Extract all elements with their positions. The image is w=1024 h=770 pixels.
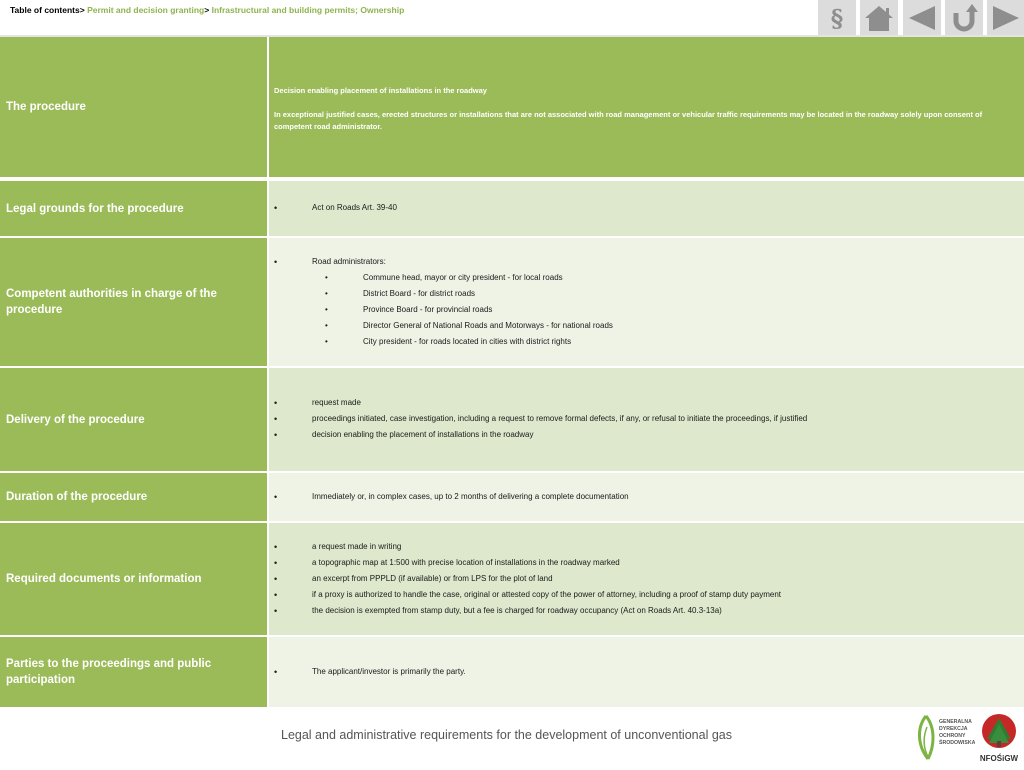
- documents-content-cell: [269, 523, 1024, 635]
- svg-text:DYREKCJA: DYREKCJA: [939, 726, 968, 732]
- delivery-row: [0, 368, 1024, 471]
- delivery-list: [269, 395, 1024, 443]
- list-item: • request made: [269, 395, 1024, 411]
- list-item: • decision enabling the placement of installations in the roadway: [269, 427, 1024, 443]
- procedure-content-cell: [269, 37, 1024, 177]
- duration-label: Duration of the procedure: [6, 491, 148, 503]
- documents-label: Required documents or information: [6, 573, 202, 585]
- footer-text: Legal and administrative requirements for the development of unconventional gas: [281, 728, 732, 742]
- list-item: • Act on Roads Art. 39-40: [269, 200, 1024, 216]
- delivery-label: Delivery of the procedure: [6, 413, 145, 426]
- return-icon: [949, 3, 979, 33]
- breadcrumb-root-link[interactable]: Table of contents: [10, 5, 80, 15]
- legal-row: [0, 181, 1024, 236]
- legal-content-cell: [269, 181, 1024, 236]
- procedure-title: Decision enabling placement of installations in the roadway: [274, 86, 487, 95]
- procedure-label: The procedure: [6, 101, 86, 113]
- gdos-logo: [917, 713, 975, 766]
- list-subitem: • Commune head, mayor or city president - for local roads: [312, 270, 1024, 286]
- legal-label-cell: [0, 181, 267, 236]
- svg-text:ŚRODOWISKA: ŚRODOWISKA: [939, 740, 975, 746]
- competent-row: [0, 238, 1024, 366]
- breadcrumb-separator: >: [79, 5, 85, 15]
- competent-sublist: [312, 270, 1024, 350]
- list-item: • the decision is exempted from stamp duty, but a fee is charged for roadway occupancy (Act on Roads Art. 40.3-13a): [269, 603, 1024, 619]
- duration-label-cell: [0, 473, 267, 521]
- legal-list: [269, 200, 1024, 216]
- parties-label-cell: [0, 637, 267, 707]
- parties-label: Parties to the proceedings and public participation: [6, 658, 212, 686]
- procedure-label-cell: [0, 37, 267, 177]
- home-icon: [864, 4, 894, 32]
- back-button[interactable]: [903, 0, 941, 36]
- parties-content-cell: [269, 637, 1024, 707]
- row-divider: [0, 177, 1024, 179]
- road-administrators-label: Road administrators:: [312, 257, 386, 266]
- legal-label: Legal grounds for the procedure: [6, 202, 184, 215]
- documents-row: [0, 523, 1024, 635]
- breadcrumb-current[interactable]: Infrastructural and building permits; Ownership: [211, 5, 405, 15]
- svg-text:OCHRONY: OCHRONY: [939, 733, 966, 739]
- svg-text:GENERALNA: GENERALNA: [939, 719, 972, 725]
- duration-list: [269, 489, 1024, 505]
- list-item: • a topographic map at 1:500 with precise location of installations in the roadway marked: [269, 555, 1024, 571]
- list-item: [269, 254, 1024, 350]
- list-subitem: • District Board - for district roads: [312, 286, 1024, 302]
- list-subitem: • Province Board - for provincial roads: [312, 302, 1024, 318]
- list-item: • proceedings initiated, case investigation, including a request to remove formal defects, if any, or refusal to initiate the proceedings, if justified: [269, 411, 1024, 427]
- documents-label-cell: [0, 523, 267, 635]
- competent-label: Competent authorities in charge of the procedure: [6, 288, 217, 316]
- list-item: • Immediately or, in complex cases, up to 2 months of delivering a complete documentation: [269, 489, 1024, 505]
- forward-button[interactable]: [987, 0, 1024, 36]
- breadcrumb-permit-link[interactable]: Permit and decision granting: [87, 5, 205, 15]
- duration-row: [0, 473, 1024, 521]
- list-item: • an excerpt from PPPLD (if available) or from LPS for the plot of land: [269, 571, 1024, 587]
- competent-list: [269, 254, 1024, 350]
- paragraph-button[interactable]: [818, 0, 856, 36]
- forward-arrow-icon: [991, 4, 1021, 32]
- list-item: • a request made in writing: [269, 539, 1024, 555]
- svg-text:NFOŚiGW: NFOŚiGW: [979, 754, 1019, 763]
- duration-content-cell: [269, 473, 1024, 521]
- delivery-content-cell: [269, 368, 1024, 471]
- documents-list: [269, 539, 1024, 619]
- parties-list: [269, 664, 1024, 680]
- list-item: • if a proxy is authorized to handle the case, original or attested copy of the power of attorney, including a proof of stamp duty payment: [269, 587, 1024, 603]
- paragraph-icon: §: [830, 3, 844, 33]
- competent-label-cell: [0, 238, 267, 366]
- list-item: • The applicant/investor is primarily the party.: [269, 664, 1024, 680]
- breadcrumb-separator: >: [204, 5, 210, 15]
- nfosigw-logo: [979, 713, 1019, 770]
- delivery-label-cell: [0, 368, 267, 471]
- procedure-row: [0, 37, 1024, 177]
- parties-row: [0, 637, 1024, 707]
- list-subitem: • City president - for roads located in cities with district rights: [312, 334, 1024, 350]
- list-subitem: • Director General of National Roads and Motorways - for national roads: [312, 318, 1024, 334]
- return-button[interactable]: [945, 0, 983, 36]
- breadcrumb: [10, 5, 404, 15]
- back-arrow-icon: [907, 4, 937, 32]
- competent-content-cell: [269, 238, 1024, 366]
- home-button[interactable]: [860, 0, 898, 36]
- procedure-text: In exceptional justified cases, erected structures or installations that are not associated with road management or vehicular traffic requirements may be located in the roadway solely upon consent of competent road administrator.: [274, 110, 983, 131]
